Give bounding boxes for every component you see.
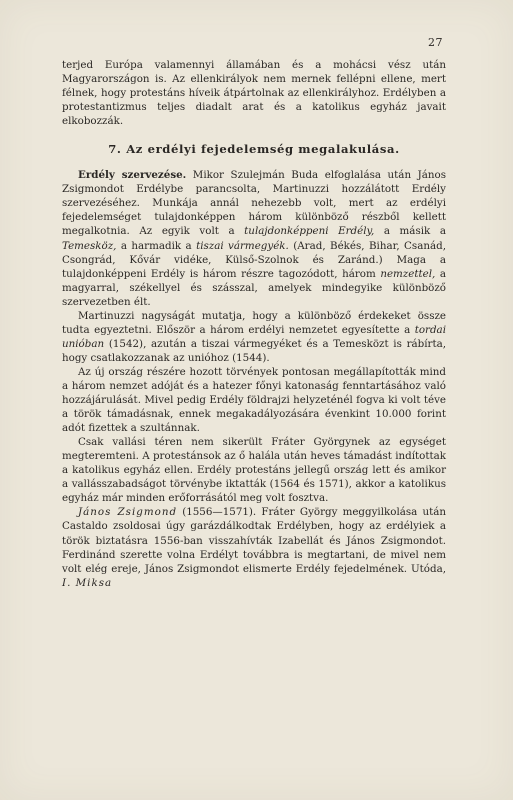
paragraph-lead: János Zsigmond bbox=[78, 506, 178, 519]
italic-term: tulajdonképpeni Erdély, bbox=[244, 225, 375, 238]
paragraph-janos-zsigmond: János Zsigmond (1556—1571). Fráter György meggyilkolása után Castaldo zsoldosai úgy garázdálkodtak Erdélyben, hogy az erdélyiek a török biztatásra 1556-ban visszahívták Izabellát és János Zsigmondot. Ferdinánd szerette volna Erdélyt továbbra is megtartani, de mivel nem volt elég ereje, János Zsigmondot elismerte Erdély fejedelmének. Utóda, I. Miksa bbox=[62, 506, 446, 589]
section-heading: 7. Az erdélyi fejedelemség megalakulása. bbox=[108, 142, 400, 157]
paragraph-erdely-szervezese: Erdély szervezése. Mikor Szulejmán Buda elfoglalása után János Zsigmondot Erdélybe parancsolta, Martinuzzi hozzálátott Erdély szervezéséhez. Munkája annál nehezebb volt, mert az erdélyi fejedelemséget tulajdonképpen három különböző részből kellett megalkotnia. Az egyik volt a tulajdonképpeni Erdély, a másik a Temesköz, a harmadik a tiszai vármegyék. (Arad, Békés, Bihar, Csanád, Csongrád, Kővár vidéke, Külső-Szolnok és Zaránd.) Maga a tulajdonképpeni Erdély is három részre tagozódott, három nemzettel, a magyarral, székellyel és szásszal, amelyek mindegyike különböző szervezetben élt. bbox=[62, 169, 446, 308]
page-body bbox=[62, 58, 446, 590]
paragraph-vallasi-teren: Csak vallási téren nem sikerült Fráter Györgynek az egységet megteremteni. A protestánsok az ő halála után heves támadást indítottak a katolikus egyház ellen. Erdély protestáns jellegű ország lett és amikor a vallásszabadságot törvénybe iktatták (1564 és 1571), akkor a katolikus egyház már minden erőforrásától meg volt fosztva. bbox=[62, 436, 446, 505]
italic-term: Temesköz, bbox=[62, 239, 117, 252]
italic-term: tordai unióban bbox=[62, 323, 446, 350]
paragraph-martinuzzi: Martinuzzi nagyságát mutatja, hogy a különböző érdekeket össze tudta egyeztetni. Először a három erdélyi nemzetet egyesítette a tordai unióban (1542), azután a tiszai vármegyéket és a Temesközt is rábírta, hogy csatlakozzanak az unióhoz (1544). bbox=[62, 309, 446, 364]
opening-paragraph: terjed Európa valamennyi államában és a mohácsi vész után Magyarországon is. Az ellenkirályok nem mernek fellépni ellene, mert félnek, hogy protestáns híveik átpártolnak az ellenkirályhoz. Erdélyben a protestantizmus teljes diadalt arat és a katolikus egyház javait elkobozzák. bbox=[62, 59, 446, 128]
italic-term: nemzettel, bbox=[380, 267, 436, 280]
italic-term: I. Miksa bbox=[62, 576, 113, 589]
paragraph-torvenyek: Az új ország részére hozott törvények pontosan megállapították mind a három nemzet adóját és a hatezer főnyi katonaság fenntartásához való hozzájárulását. Mivel pedig Erdély földrajzi helyzeténél fogva ki volt téve a török támadásnak, ennek megakadályozására évenkint 10.000 forint adót fizettek a szultánnak. bbox=[62, 365, 446, 435]
page-number: 27 bbox=[428, 36, 443, 49]
italic-term: tiszai vármegyék. bbox=[196, 239, 289, 252]
paragraph-lead: Erdély szervezése. bbox=[78, 169, 187, 182]
